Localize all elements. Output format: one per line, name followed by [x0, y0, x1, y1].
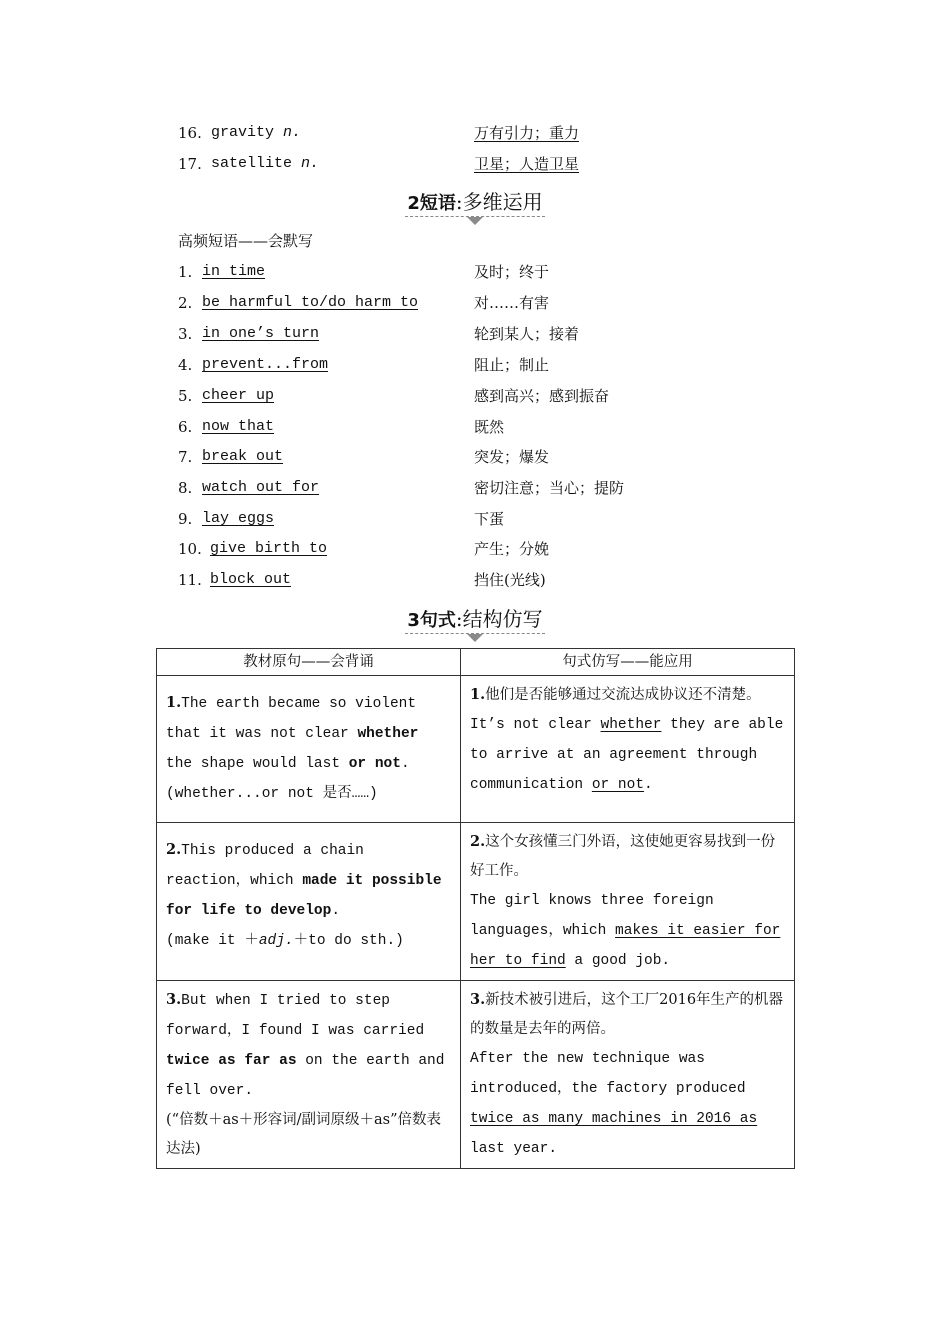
phrase-number: 11. [178, 571, 202, 589]
chinese-prompt: 新技术被引进后，这个工厂2016年生产的机器的数量是去年的两倍。 [470, 992, 784, 1037]
phrase-item [0, 320, 950, 348]
item-number: 2. [166, 841, 182, 858]
section-number: 3句式 [407, 610, 456, 631]
original-sentence-cell [157, 676, 461, 823]
sentence-text: . [331, 903, 341, 919]
phrase-chinese: 对……有害 [474, 294, 550, 312]
phrase-number: 9. [178, 510, 193, 528]
original-sentence-cell [157, 823, 461, 981]
vocab-word-text: gravity [211, 124, 275, 141]
vocab-word-text: satellite [211, 155, 293, 172]
note-text: ＋to do sth.) [293, 933, 404, 949]
answer-blank: makes it easier for her to find [470, 923, 781, 969]
answer-text: . [644, 777, 653, 793]
phrase-number: 1. [178, 263, 193, 281]
phrase-item [0, 258, 950, 286]
phrase-english: in time [202, 263, 266, 280]
vocab-pos: n. [283, 124, 302, 141]
section-heading-phrases: 2短语:多维运用 [0, 186, 950, 217]
answer-blank: whether [600, 717, 662, 733]
phrase-number: 2. [178, 294, 193, 312]
vocab-item [0, 119, 950, 147]
sentence-text: This produced a chain reaction，which [166, 843, 364, 889]
phrase-chinese: 下蛋 [474, 510, 505, 528]
phrase-chinese: 感到高兴；感到振奋 [474, 387, 610, 405]
sentence-table [156, 648, 795, 1169]
section-title: 多维运用 [462, 190, 543, 214]
triangle-marker-icon [467, 634, 483, 642]
answer-blank: twice as many machines in 2016 as [470, 1111, 758, 1127]
phrase-number: 5. [178, 387, 193, 405]
imitation-answer [470, 717, 783, 793]
item-number: 1. [166, 694, 182, 711]
phrase-english: prevent...from [202, 356, 329, 373]
phrase-english: lay eggs [202, 510, 275, 527]
chinese-prompt: 他们是否能够通过交流达成协议还不清楚。 [485, 687, 761, 703]
phrase-item [0, 351, 950, 379]
structure-note [166, 933, 404, 949]
triangle-marker-icon [467, 217, 483, 225]
phrase-english: block out [210, 571, 292, 588]
sentence-text: But when I tried to step forward，I found I was carried [166, 993, 425, 1039]
phrase-chinese: 轮到某人；接着 [474, 325, 580, 343]
note-text: adj. [258, 933, 294, 949]
phrase-number: 6. [178, 418, 193, 436]
header-original: 教材原句——会背诵 [157, 649, 461, 676]
table-row [157, 981, 795, 1169]
original-sentence-cell [157, 981, 461, 1169]
vocab-pos: n. [301, 155, 320, 172]
imitation-cell [461, 676, 795, 823]
item-number: 3. [470, 991, 486, 1008]
vocab-number: 16. [178, 124, 202, 142]
answer-text: they are able to arrive at an agreement through communication [470, 717, 784, 793]
answer-text: last year. [470, 1141, 558, 1157]
phrase-chinese: 阻止；制止 [474, 356, 550, 374]
phrase-item [0, 566, 950, 594]
section-heading-sentences: 3句式:结构仿写 [0, 603, 950, 634]
vocab-word [211, 150, 319, 178]
answer-text: It’s not clear [470, 717, 601, 733]
imitation-answer [470, 1051, 757, 1157]
phrase-english: watch out for [202, 479, 320, 496]
phrase-english: break out [202, 448, 284, 465]
table-header-row [157, 649, 795, 676]
phrase-english: now that [202, 418, 275, 435]
phrase-number: 7. [178, 448, 193, 466]
answer-text: After the new technique was introduced，the factory produced [470, 1051, 746, 1097]
phrase-english: give birth to [210, 540, 328, 557]
section-number: 2短语 [407, 193, 456, 214]
item-number: 2. [470, 833, 486, 850]
imitation-cell [461, 823, 795, 981]
phrase-number: 4. [178, 356, 193, 374]
imitation-cell [461, 981, 795, 1169]
phrase-english: be harmful to/do harm to [202, 294, 419, 311]
phrase-chinese: 突发；爆发 [474, 448, 550, 466]
answer-blank: or not [591, 777, 645, 793]
key-structure: or not [348, 756, 401, 772]
phrase-item [0, 382, 950, 410]
item-number: 1. [470, 686, 486, 703]
key-structure: made it possible for life to develop [166, 873, 442, 919]
phrase-english: in one’s turn [202, 325, 320, 342]
chinese-prompt: 这个女孩懂三门外语，这使她更容易找到一份好工作。 [470, 834, 776, 879]
sentence-text: on the earth and fell over. [166, 1053, 445, 1099]
imitation-answer [470, 893, 780, 969]
vocab-word [211, 119, 301, 147]
section-title: 结构仿写 [462, 607, 543, 631]
answer-text: The girl knows three foreign languages，which [470, 893, 714, 939]
phrase-chinese: 产生；分娩 [474, 540, 550, 558]
phrase-item [0, 443, 950, 471]
vocab-meaning: 万有引力；重力 [474, 124, 580, 142]
sentence-text: the shape would last [166, 756, 349, 772]
phrase-number: 8. [178, 479, 193, 497]
vocab-number: 17. [178, 155, 202, 173]
key-structure: twice as far as [166, 1053, 297, 1069]
phrase-chinese: 既然 [474, 418, 505, 436]
answer-text: a good job. [565, 953, 671, 969]
note-text: (make it ＋ [166, 933, 259, 949]
vocab-item [0, 150, 950, 178]
table-row [157, 676, 795, 823]
phrase-chinese: 及时；终于 [474, 263, 550, 281]
header-imitation: 句式仿写——能应用 [461, 649, 795, 676]
structure-note: (“倍数＋as＋形容词/副词原级＋as”倍数表达法) [166, 1112, 442, 1157]
phrase-english: cheer up [202, 387, 275, 404]
phrases-subtitle: 高频短语——会默写 [178, 232, 314, 250]
key-structure: whether [357, 726, 419, 742]
vocab-meaning: 卫星；人造卫星 [474, 155, 580, 173]
phrase-number: 10. [178, 540, 202, 558]
original-sentence [166, 696, 418, 772]
phrase-item [0, 535, 950, 563]
table-row [157, 823, 795, 981]
phrase-item [0, 413, 950, 441]
phrase-item [0, 474, 950, 502]
structure-note: (whether...or not 是否……) [166, 786, 378, 802]
phrase-number: 3. [178, 325, 193, 343]
phrase-item [0, 289, 950, 317]
original-sentence [166, 843, 442, 919]
original-sentence [166, 993, 444, 1099]
phrase-item [0, 505, 950, 533]
phrase-chinese: 密切注意；当心；提防 [474, 479, 625, 497]
sentence-text: The earth became so violent that it was not clear [166, 696, 417, 742]
item-number: 3. [166, 991, 182, 1008]
sentence-text: . [400, 756, 410, 772]
phrase-chinese: 挡住(光线) [474, 571, 546, 589]
